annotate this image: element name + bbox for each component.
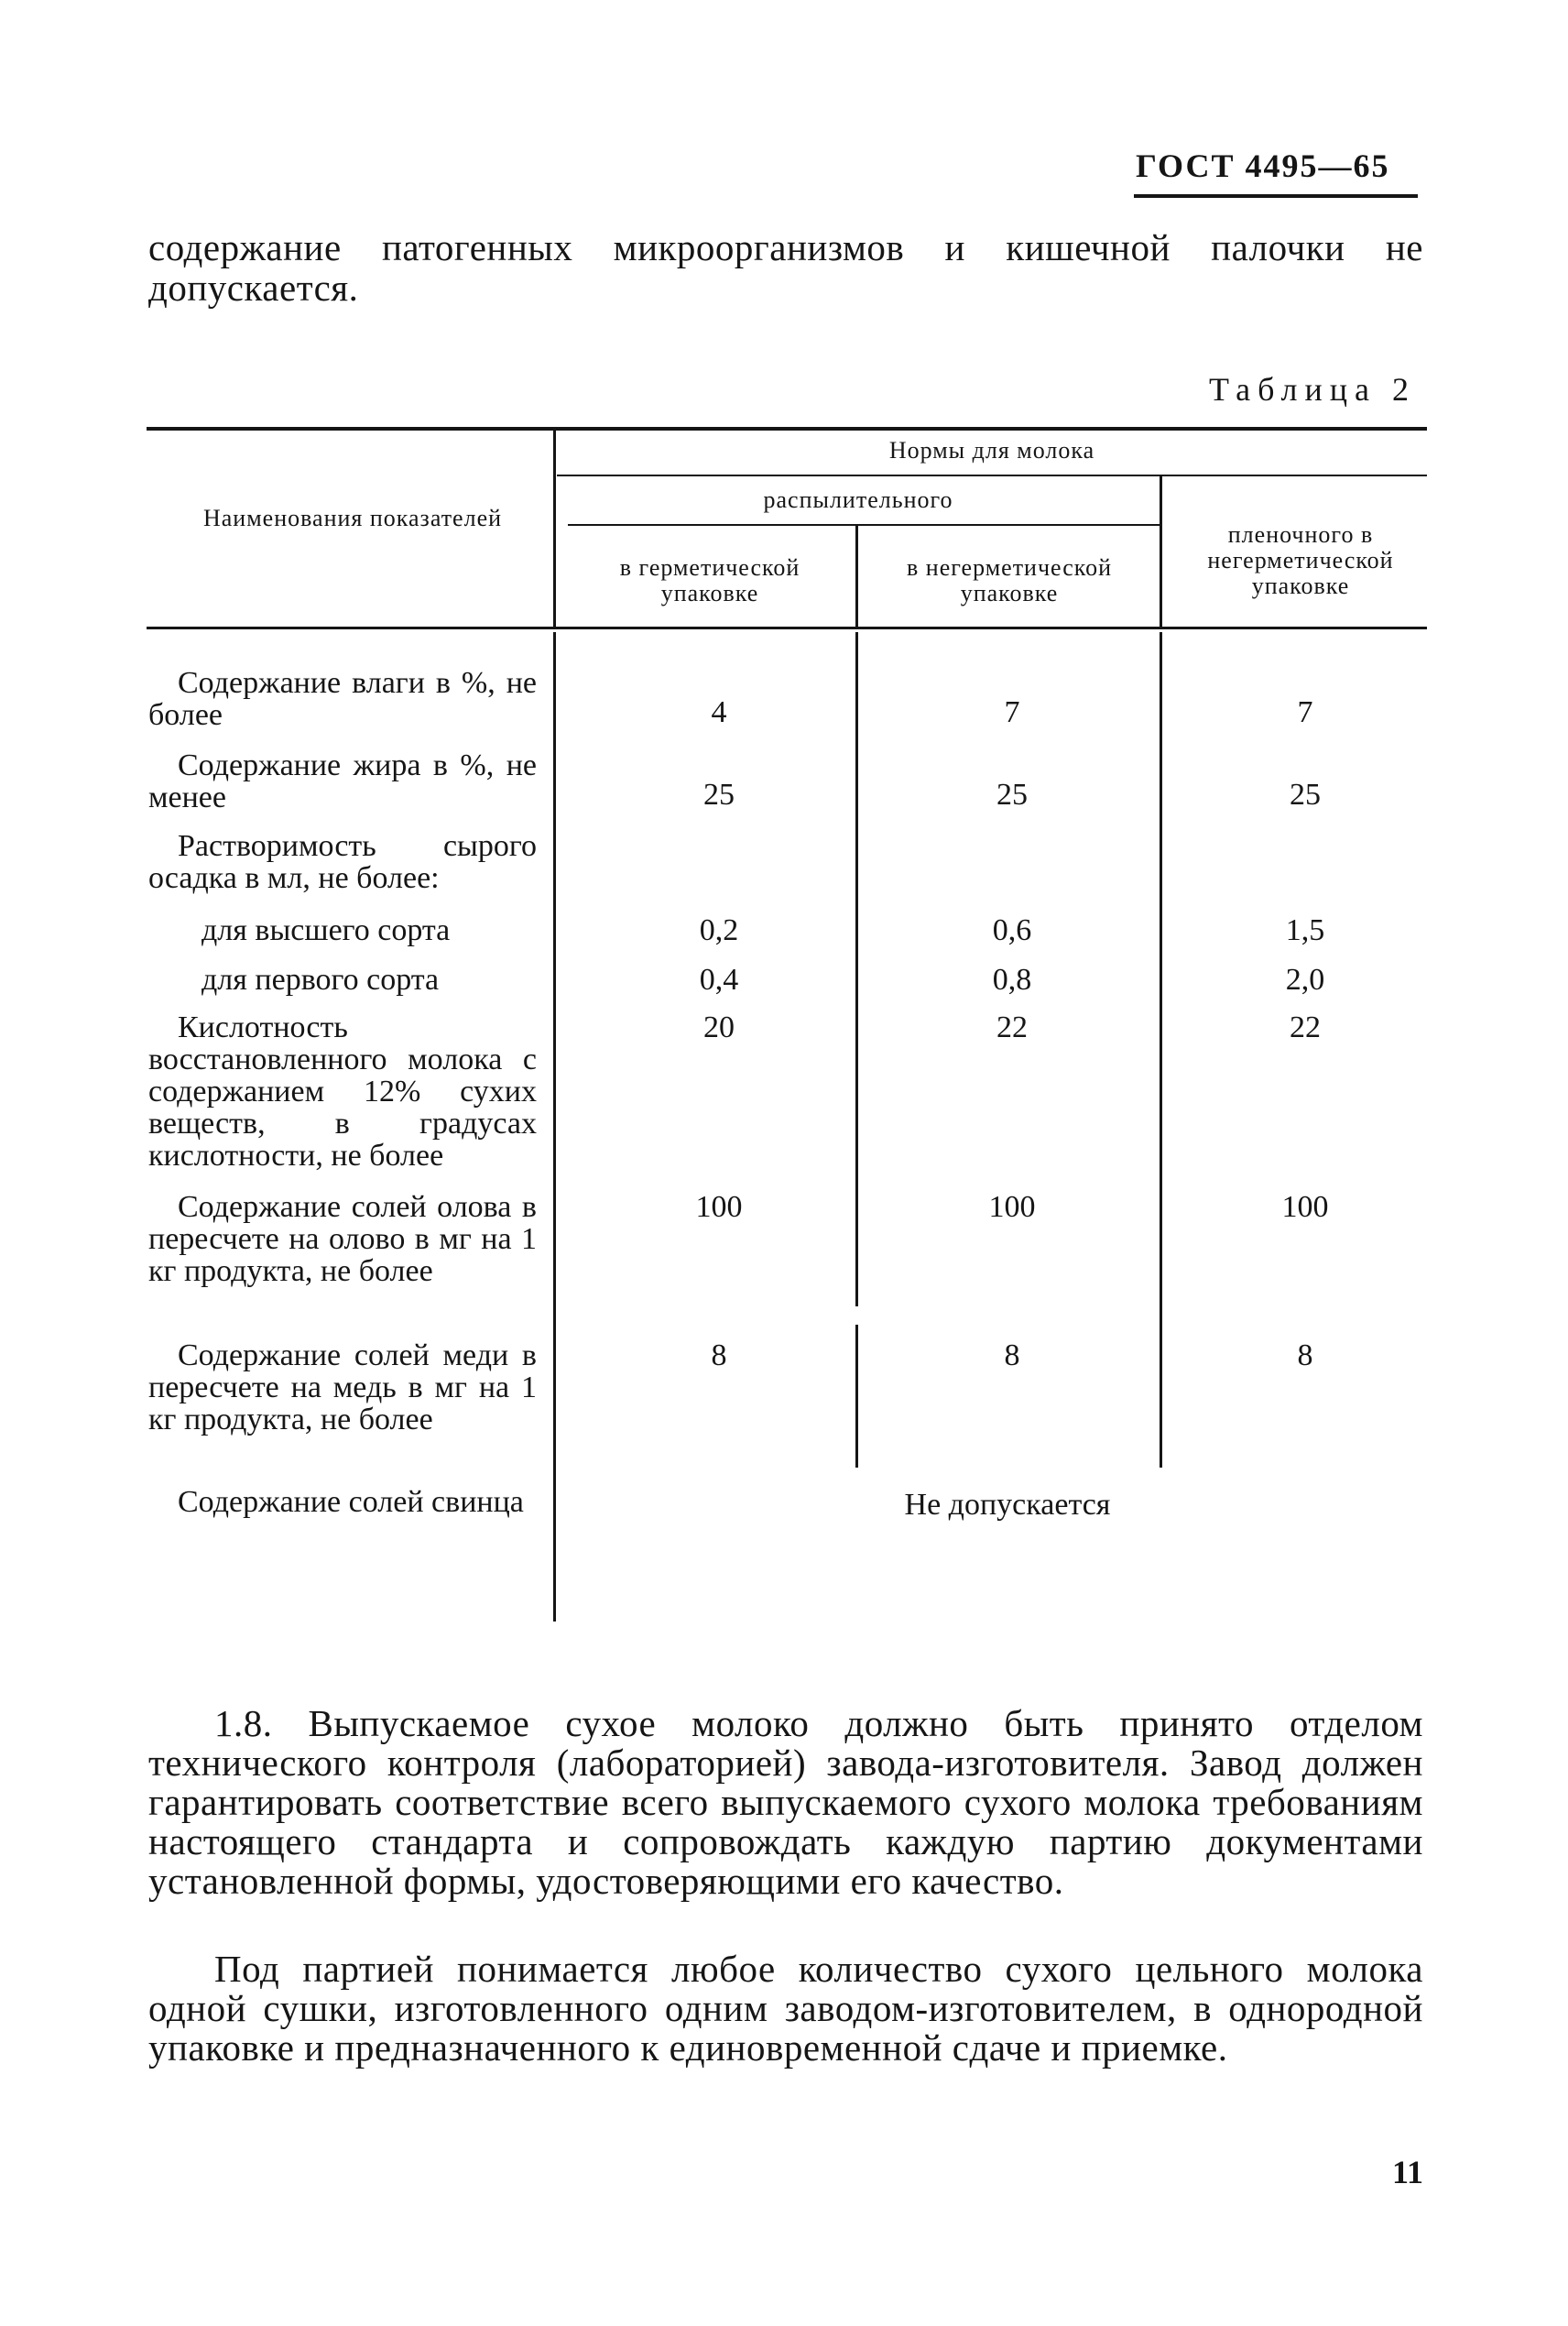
row-first-grade-v3: 2,0 (1285, 963, 1325, 997)
vline-header-3 (1160, 476, 1162, 627)
row-fat-v2: 25 (996, 778, 1028, 812)
header-indicator: Наименования показателей (202, 505, 503, 531)
standard-code: ГОСТ 4495—65 (1136, 147, 1390, 184)
row-fat-label: Содержание жира в %, не менее (148, 748, 537, 814)
row-moisture-label: Содержание влаги в %, не более (148, 666, 537, 732)
vline-header-2 (855, 526, 858, 627)
row-lead-label: Содержание солей свинца (178, 1485, 524, 1519)
row-premium-v1: 0,2 (699, 913, 739, 947)
row-copper-v2: 8 (1004, 1338, 1020, 1372)
row-moisture-v2: 7 (1004, 695, 1020, 729)
table-caption: Таблица 2 (1209, 371, 1416, 408)
vline-header-1 (553, 431, 556, 627)
intro-paragraph: содержание патогенных микроорганизмов и кишечной палочки не допускается. (148, 226, 1423, 309)
paragraph-batch: Под партией понимается любое количество сухого цельного молока одной сушки, изготовленного одним заводом-изготовителем, в однородной упаковке и предназначенного к единовременной сдаче и приемке. (148, 1948, 1423, 2069)
header-film: пленочного в негерметической упаковке (1207, 521, 1394, 599)
row-tin-v1: 100 (695, 1190, 743, 1224)
row-acidity-label: Кислотность восстановленного молока с содержанием 12% сухих веществ, в градусах кислотности, не более (148, 1010, 537, 1173)
row-acidity-v3: 22 (1290, 1010, 1321, 1044)
paragraph-1-8: 1.8. Выпускаемое сухое молоко должно быть принято отделом технического контроля (лабораторией) завода-изготовителя. Завод должен гарантировать соответствие всего выпускаемого сухого молока требованиям настоящего стандарта и сопровождать каждую партию документами установленной формы, удостоверяющими его качество. (148, 1702, 1423, 1902)
header-rule (1134, 194, 1418, 198)
row-moisture-v1: 4 (711, 695, 727, 729)
row-tin-v3: 100 (1281, 1190, 1329, 1224)
row-premium-label: для высшего сорта (201, 913, 451, 947)
header-nonhermetic: в негерметической упаковке (907, 554, 1112, 606)
row-fat-v3: 25 (1290, 778, 1321, 812)
spray-rule (568, 524, 1160, 526)
row-premium-v3: 1,5 (1285, 913, 1325, 947)
row-copper-v1: 8 (711, 1338, 727, 1372)
norms-rule (557, 475, 1427, 476)
row-acidity-v1: 20 (703, 1010, 735, 1044)
row-first-grade-label: для первого сорта (201, 963, 440, 997)
header-norms: Нормы для молока (888, 437, 1095, 464)
vline-body-1 (553, 632, 556, 1622)
row-acidity-v2: 22 (996, 1010, 1028, 1044)
header-spray: распылительного (763, 486, 953, 513)
header-bottom-rule (147, 627, 1427, 629)
header-hermetic: в герметической упаковке (619, 554, 800, 606)
row-tin-label: Содержание солей олова в пересчете на олово в мг на 1 кг продукта, не более (148, 1190, 537, 1288)
row-first-grade-v2: 0,8 (992, 963, 1032, 997)
row-lead-merged-value: Не допускается (904, 1488, 1111, 1522)
row-premium-v2: 0,6 (992, 913, 1032, 947)
row-moisture-v3: 7 (1297, 695, 1313, 729)
row-solubility-label: Растворимость сырого осадка в мл, не более: (148, 829, 537, 895)
page-number: 11 (1392, 2154, 1424, 2190)
row-copper-label: Содержание солей меди в пересчете на медь в мг на 1 кг продукта, не более (148, 1338, 537, 1436)
row-copper-v3: 8 (1297, 1338, 1313, 1372)
row-fat-v1: 25 (703, 778, 735, 812)
row-first-grade-v1: 0,4 (699, 963, 739, 997)
table-top-rule (147, 427, 1427, 431)
row-tin-v2: 100 (988, 1190, 1036, 1224)
